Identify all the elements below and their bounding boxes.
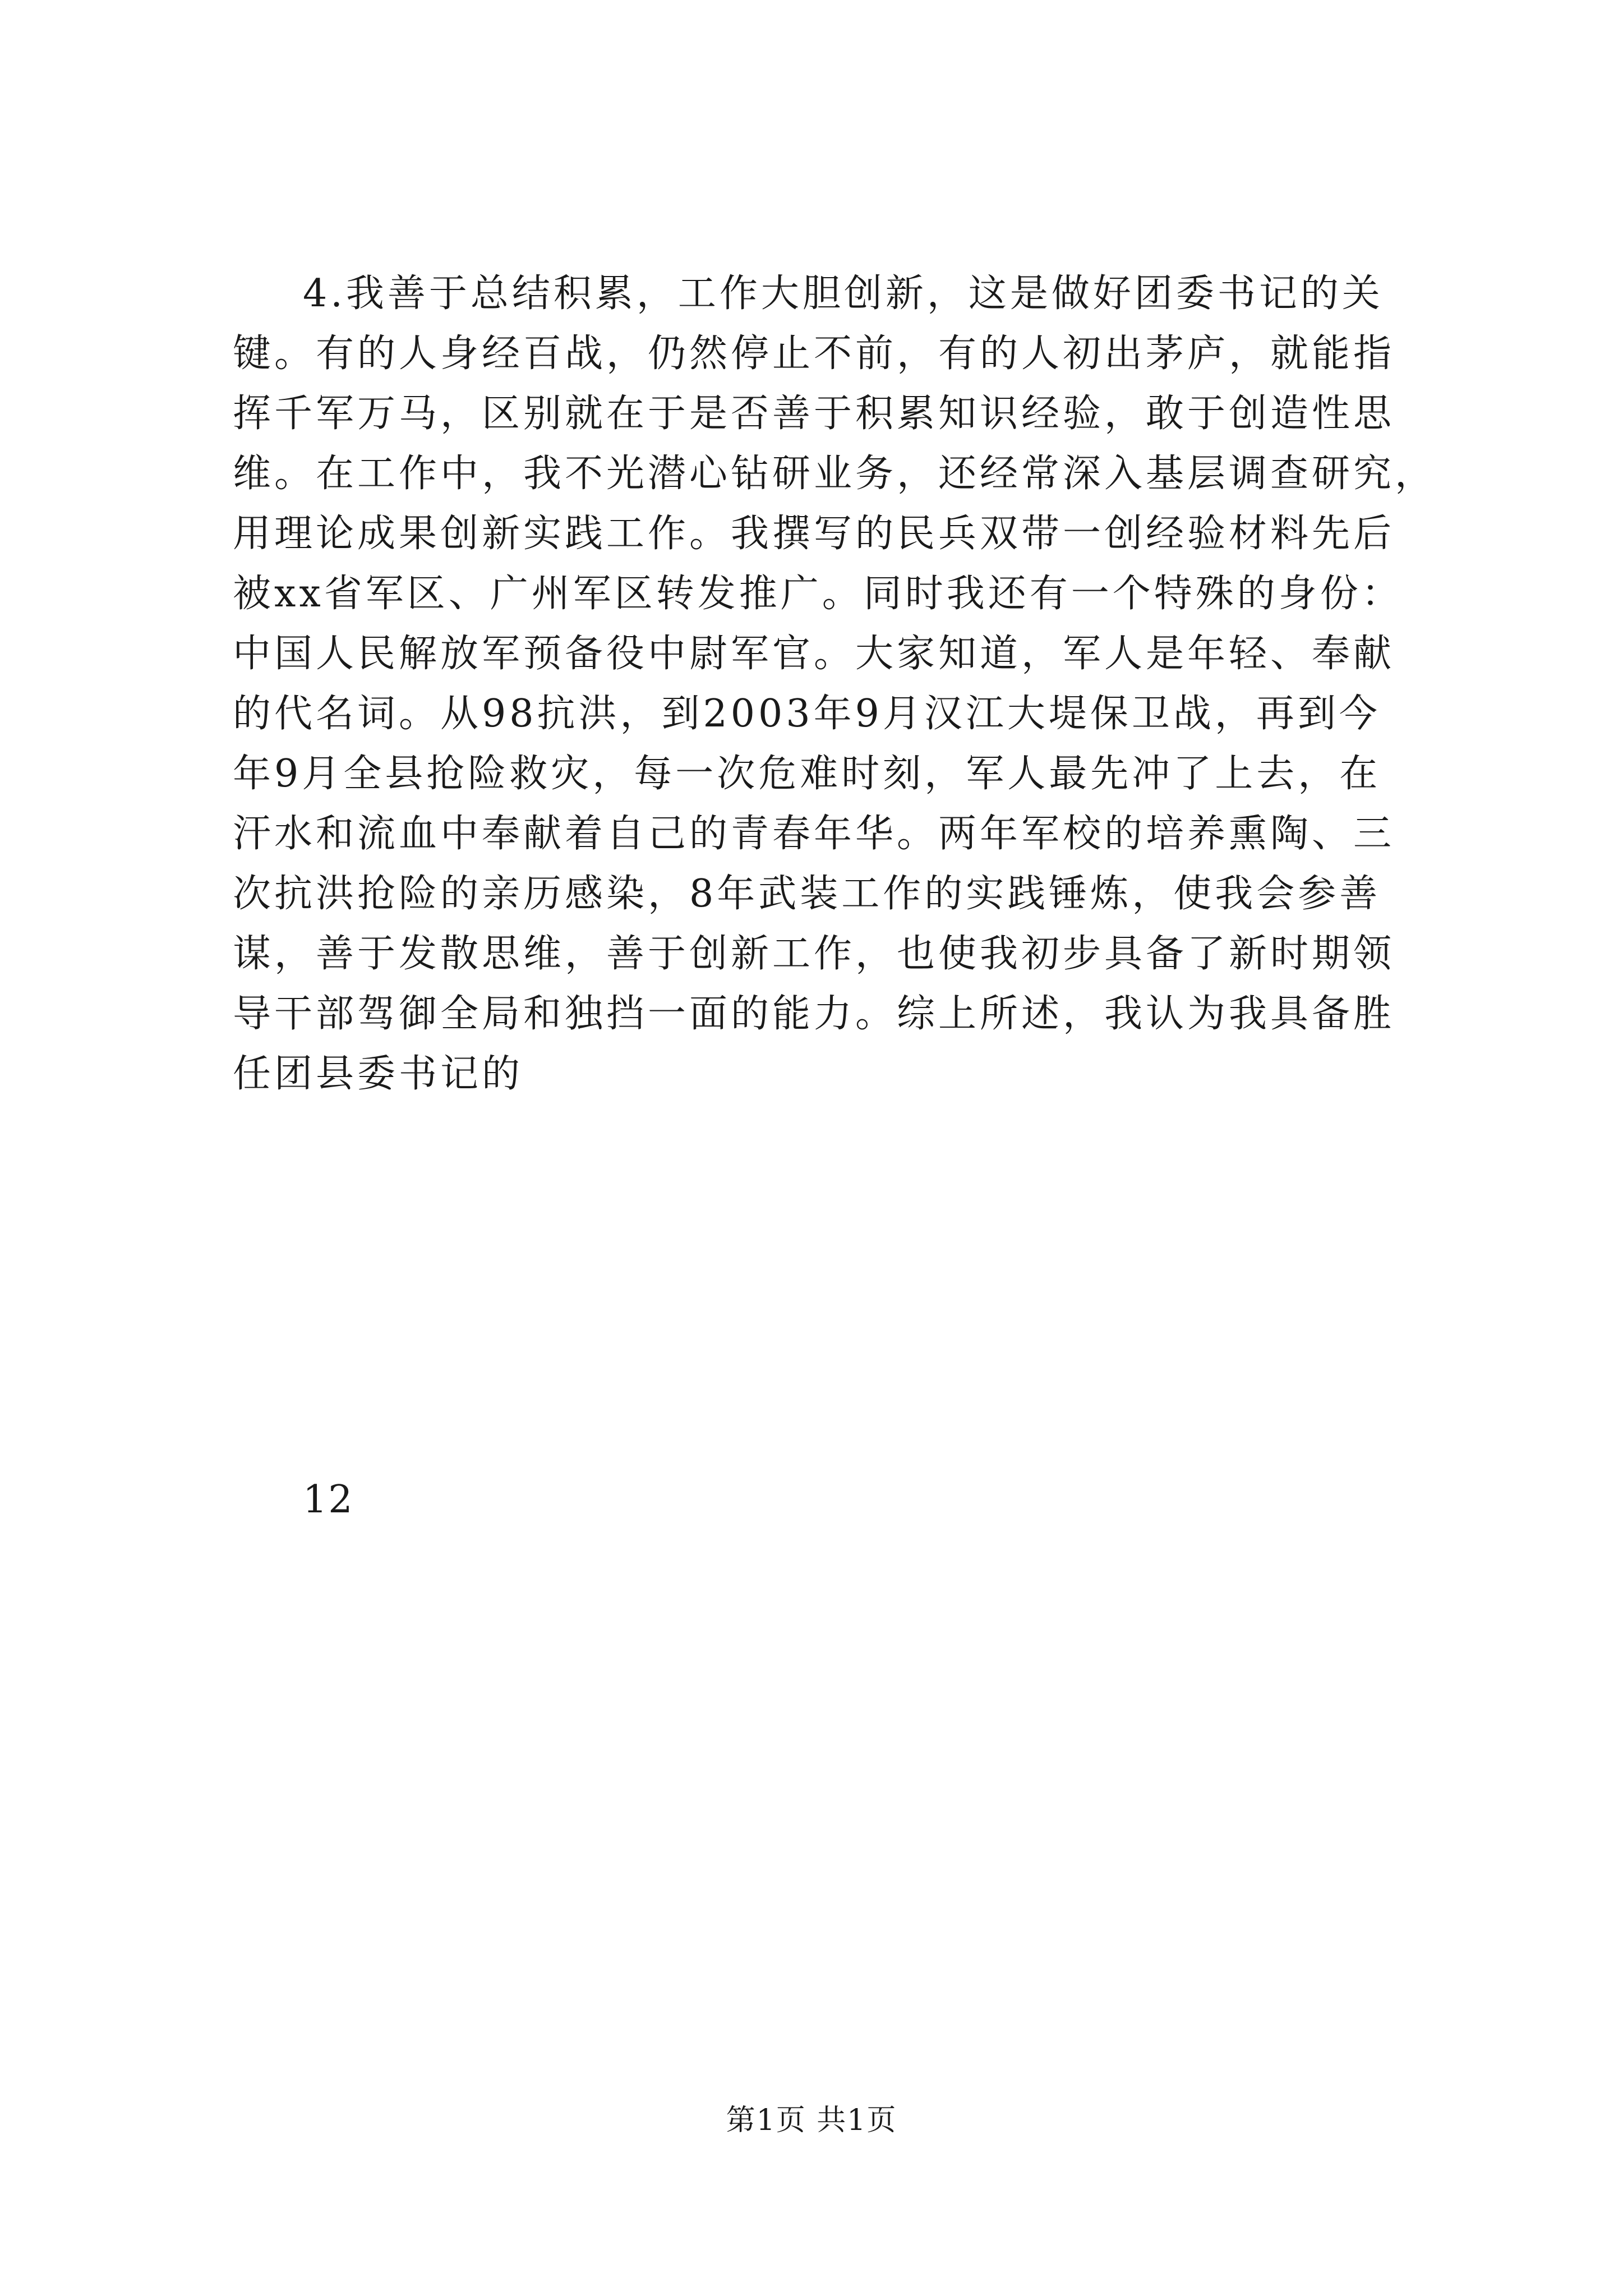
paragraph-line-11: 次抗洪抢险的亲历感染，8年武装工作的实践锤炼，使我会参善 bbox=[233, 872, 1381, 916]
paragraph-line-4: 维。在工作中，我不光潜心钻研业务，还经常深入基层调查研究， bbox=[233, 452, 1437, 496]
paragraph-line-12: 谋，善于发散思维，善于创新工作，也使我初步具备了新时期领 bbox=[233, 932, 1395, 976]
paragraph-line-5: 用理论成果创新实践工作。我撰写的民兵双带一创经验材料先后 bbox=[233, 512, 1395, 556]
paragraph-line-1: 4.我善于总结积累，工作大胆创新，这是做好团委书记的关 bbox=[303, 272, 1384, 316]
paragraph-line-9: 年9月全县抢险救灾，每一次危难时刻，军人最先冲了上去，在 bbox=[233, 752, 1381, 796]
page-footer bbox=[0, 2101, 1623, 2140]
body-paragraph bbox=[233, 264, 1437, 1104]
trailing-number: 12 bbox=[303, 1478, 354, 1522]
paragraph-line-7: 中国人民解放军预备役中尉军官。大家知道，军人是年轻、奉献 bbox=[233, 632, 1395, 676]
paragraph-line-14: 任团县委书记的 bbox=[233, 1052, 524, 1096]
paragraph-line-6: 被xx省军区、广州军区转发推广。同时我还有一个特殊的身份： bbox=[233, 572, 1403, 616]
paragraph-line-2: 键。有的人身经百战，仍然停止不前，有的人初出茅庐，就能指 bbox=[233, 332, 1395, 376]
paragraph-line-8: 的代名词。从98抗洪，到2003年9月汉江大堤保卫战，再到今 bbox=[233, 692, 1381, 736]
paragraph-line-10: 汗水和流血中奉献着自己的青春年华。两年军校的培养熏陶、三 bbox=[233, 812, 1395, 856]
page-count-label: 第1页 共1页 bbox=[726, 2104, 897, 2137]
paragraph-line-3: 挥千军万马，区别就在于是否善于积累知识经验，敢于创造性思 bbox=[233, 392, 1395, 436]
paragraph-line-13: 导干部驾御全局和独挡一面的能力。综上所述，我认为我具备胜 bbox=[233, 992, 1395, 1036]
